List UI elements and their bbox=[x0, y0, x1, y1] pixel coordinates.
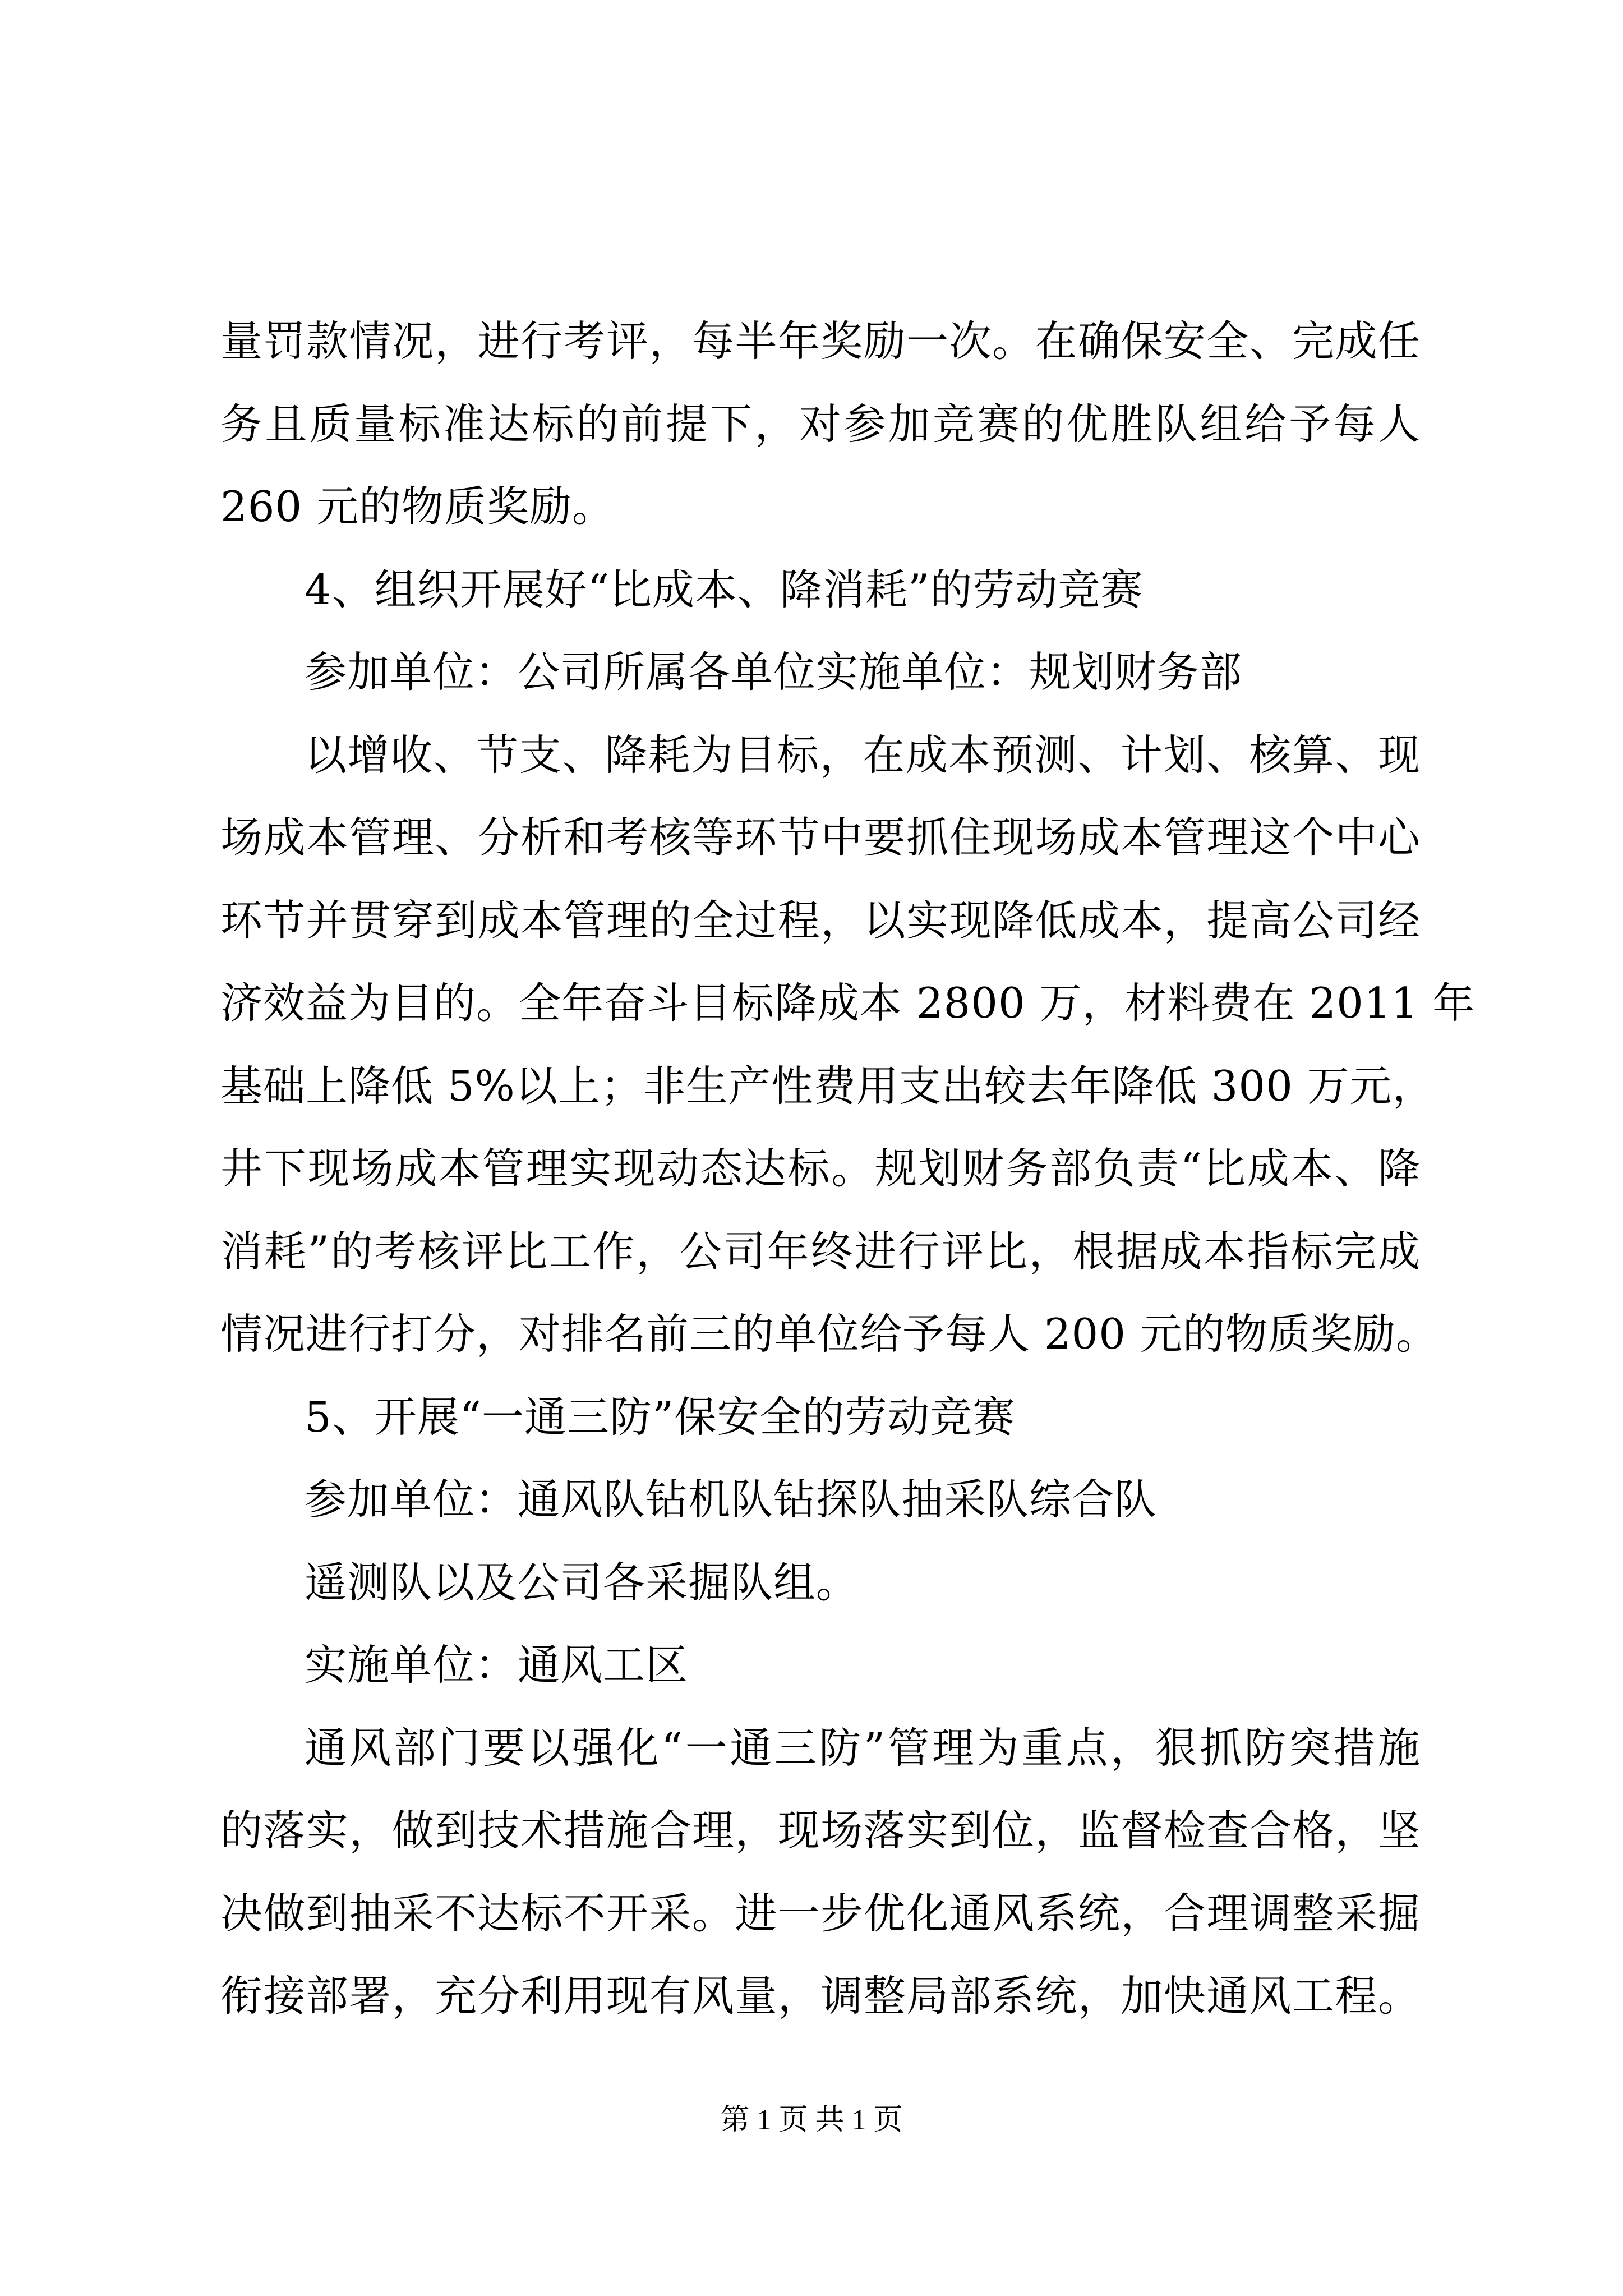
text-line: 环节并贯穿到成本管理的全过程，以实现降低成本，提高公司经 bbox=[220, 895, 1421, 945]
text-line: 量罚款情况，进行考评，每半年奖励一次。在确保安全、完成任 bbox=[220, 316, 1421, 366]
text-line: 衔接部署，充分利用现有风量，调整局部系统，加快通风工程。 bbox=[220, 1971, 1421, 2021]
text-line: 260 元的物质奖励。 bbox=[220, 482, 615, 531]
text-line: 参加单位：通风队钻机队钻探队抽采队综合队 bbox=[305, 1475, 1158, 1524]
text-line: 4、组织开展好“比成本、降消耗”的劳动竞赛 bbox=[305, 564, 1144, 614]
text-line: 消耗”的考核评比工作，公司年终进行评比，根据成本指标完成 bbox=[220, 1226, 1421, 1276]
page-footer: 第 1 页 共 1 页 bbox=[720, 2104, 903, 2136]
text-line: 务且质量标准达标的前提下，对参加竞赛的优胜队组给予每人 bbox=[220, 399, 1421, 449]
text-line: 决做到抽采不达标不开采。进一步优化通风系统，合理调整采掘 bbox=[220, 1888, 1421, 1938]
text-line: 遥测队以及公司各采掘队组。 bbox=[305, 1557, 859, 1607]
text-line: 参加单位：公司所属各单位实施单位：规划财务部 bbox=[305, 647, 1243, 697]
text-line: 基础上降低 5%以上；非生产性费用支出较去年降低 300 万元， bbox=[220, 1061, 1435, 1111]
text-line: 通风部门要以强化“一通三防”管理为重点，狠抓防突措施 bbox=[305, 1723, 1421, 1773]
text-line: 情况进行打分，对排名前三的单位给予每人 200 元的物质奖励。 bbox=[220, 1309, 1438, 1359]
text-line: 的落实，做到技术措施合理，现场落实到位，监督检查合格，坚 bbox=[220, 1806, 1421, 1855]
text-line: 场成本管理、分析和考核等环节中要抓住现场成本管理这个中心 bbox=[220, 813, 1421, 862]
text-line: 实施单位：通风工区 bbox=[305, 1640, 689, 1690]
text-line: 济效益为目的。全年奋斗目标降成本 2800 万，材料费在 2011 年 bbox=[220, 978, 1476, 1028]
document-body bbox=[220, 300, 1476, 2038]
text-line: 5、开展“一通三防”保安全的劳动竞赛 bbox=[305, 1392, 1016, 1442]
text-line: 井下现场成本管理实现动态达标。规划财务部负责“比成本、降 bbox=[220, 1144, 1421, 1193]
text-line: 以增收、节支、降耗为目标，在成本预测、计划、核算、现 bbox=[305, 730, 1421, 780]
